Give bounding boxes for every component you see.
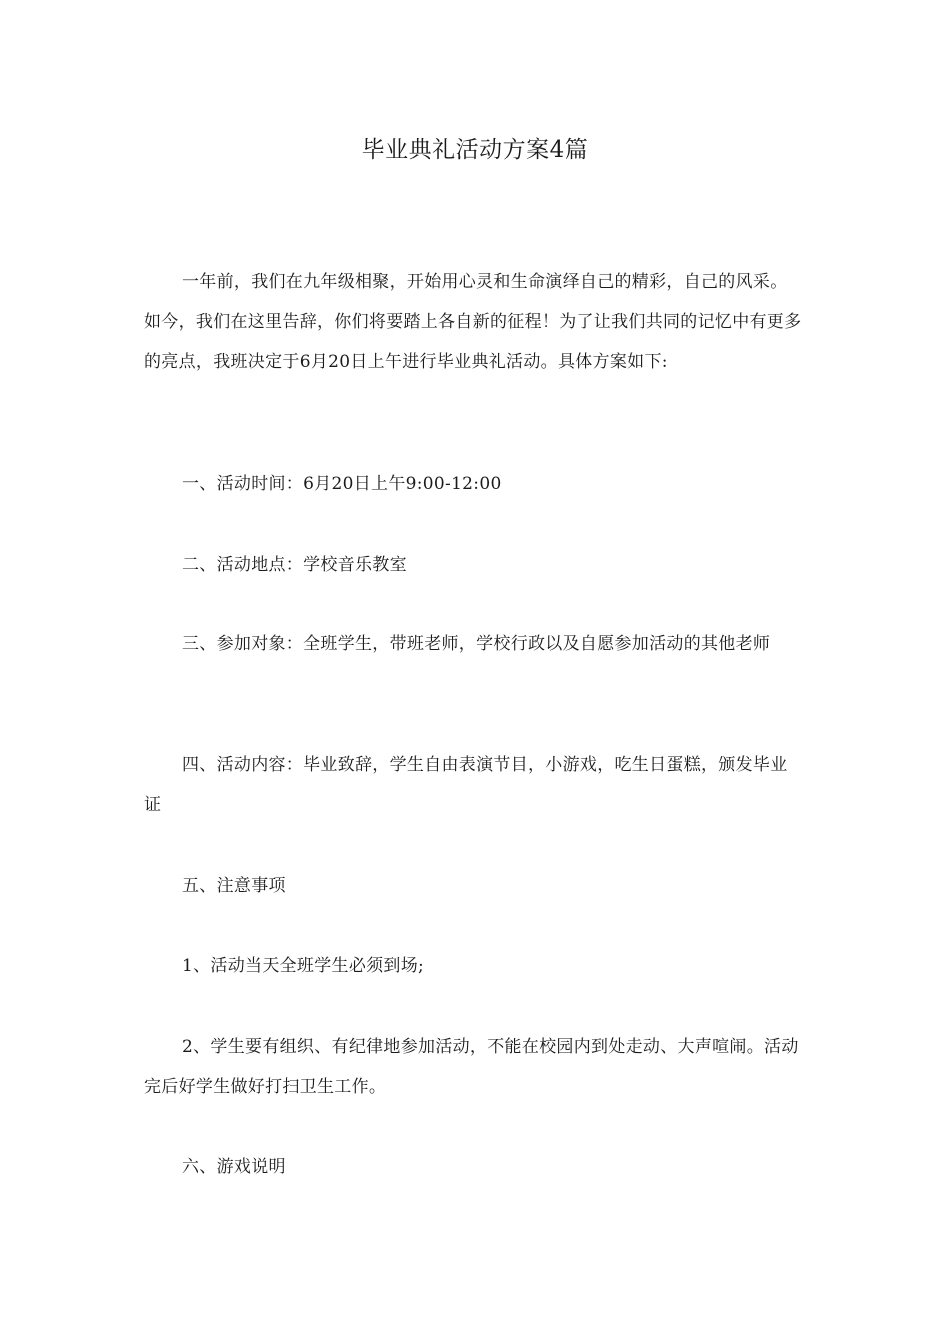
activity-time-paragraph: 一、活动时间：6月20日上午9:00-12:00 (182, 474, 502, 494)
activity-content-paragraph: 四、活动内容：毕业致辞，学生自由表演节目，小游戏，吃生日蛋糕，颁发毕业证 (144, 755, 788, 815)
note-item-2: 2、学生要有组织、有纪律地参加活动，不能在校园内到处走动、大声喧闹。活动完后好学生做好打扫卫生工作。 (144, 1037, 799, 1097)
notes-heading: 五、注意事项 (182, 876, 286, 896)
participants-paragraph: 三、参加对象：全班学生，带班老师，学校行政以及自愿参加活动的其他老师 (182, 634, 771, 654)
activity-location-paragraph: 二、活动地点：学校音乐教室 (182, 555, 407, 575)
document-title: 毕业典礼活动方案4篇 (361, 137, 589, 163)
game-instructions-heading: 六、游戏说明 (182, 1157, 286, 1177)
note-item-1: 1、活动当天全班学生必须到场; (182, 956, 425, 976)
intro-paragraph: 一年前，我们在九年级相聚，开始用心灵和生命演绎自己的精彩，自己的风采。如今，我们在这里告辞，你们将要踏上各自新的征程！为了让我们共同的记忆中有更多的亮点，我班决定于6月20日上午进行毕业典礼活动。具体方案如下: (144, 272, 802, 372)
